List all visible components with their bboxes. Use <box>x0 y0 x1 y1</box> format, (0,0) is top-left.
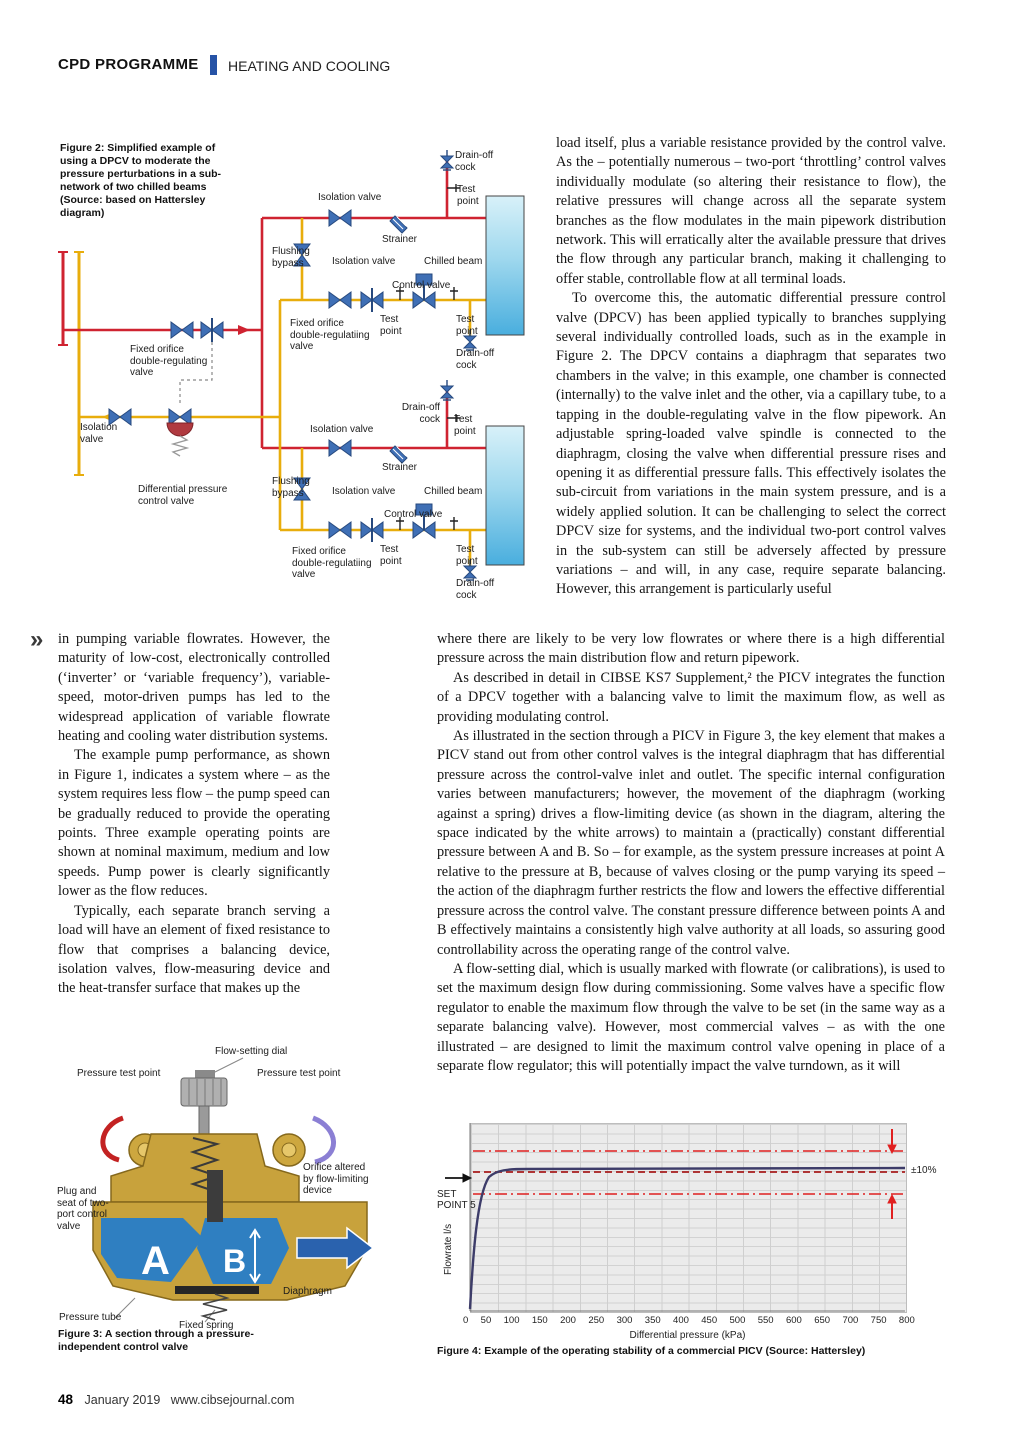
paragraph: To overcome this, the automatic differential pressure control valve (DPCV) has been applied typically to branches supplying several individually controlled loads, such as in the example in Figure 2. The DPCV contains a diaphragm that separates two chambers in the valve; in this example, one chamber is connected (internally) to the valve inlet and the other, via a capillary tube, to a tapping in the double-regulating valve in the flow pipework. An adjustable spring-loaded valve spindle is connected to the diaphragm, closing the valve when differential pressure rises and opening it as differential pressure falls. This effectively isolates the sub-circuit from variations in the main system pressure, and is a widely applied solution. It can be challenging to select the correct DPCV size for systems, and the individual two-port control valves in the sub-system can still be adversely affected by pressure variations – and will, in any case, require separate balancing. However, this arrangement is particularly useful <box>556 290 946 598</box>
fig2-label-strainer-1: Strainer <box>382 234 418 245</box>
issue-date: January 2019 <box>84 1393 161 1407</box>
fig2-label-drain-top-1: Drain-off cock <box>455 150 494 173</box>
left-column <box>58 630 330 999</box>
fig2-label-forv-branch-2: Fixed orifice double-regulatiing valve <box>292 546 372 580</box>
figure3-illustration <box>55 1042 405 1342</box>
valve-spindle <box>207 1170 223 1222</box>
diaphragm-band <box>175 1286 259 1294</box>
section-title: HEATING AND COOLING <box>228 58 391 74</box>
fig3-label-ptp-left: Pressure test point <box>77 1068 161 1079</box>
fig2-label-drain-return-1: Drain-off cock <box>456 348 495 371</box>
paragraph: The example pump performance, as shown in Figure 1, indicates a system where – as the system requires less flow – the pump speed can be gradually reduced to provide the operating points. Three example operating points are shown at nominal maximum, medium and low speeds. Pump power is clearly significantly lower as the flow reduces. <box>58 747 330 900</box>
continuation-marker: » <box>30 626 44 653</box>
tolerance-arrows <box>888 1129 896 1219</box>
paragraph: in pumping variable flowrates. However, the maturity of low-cost, electronically controlled (‘inverter’ or ‘variable frequency’), variable-speed, motor-driven pumps has led to the widespread application of variable flowrate heating and cooling water distribution systems. <box>58 631 330 745</box>
x-tick: 800 <box>898 1315 915 1326</box>
chilled-beam-1 <box>486 196 524 335</box>
fig2-label-iso-return-1: Isolation valve <box>332 256 396 267</box>
x-tick: 0 <box>463 1315 469 1326</box>
port-a-letter: A <box>141 1239 170 1283</box>
paragraph: As illustrated in the section through a PICV in Figure 3, the key element that makes a PICV stand out from other control valves is the integral diaphragm that has differential pressure across the control-valve inlet and outlet. The specific internal configuration varies between manufacturers; however, the movement of the diaphragm (working against a spring) drives a flow-limiting device (as shown in the diagram, altering the space indicated by the white arrows) to maintain a (practically) constant differential pressure between A and B. So – for example, as the system pressure increases at point A relative to the pressure at B, because of valves closing or the pump varying its speed – the action of the diaphragm further restricts the flow and lowers the effective differential pressure across the control valve. The constant pressure difference between points A and B effectively maintains a consistently high valve authority at all loads, so assuring good controllability across the operating range of the control valve. <box>437 728 945 958</box>
port-b-letter: B <box>223 1243 247 1279</box>
journal-url: www.cibsejournal.com <box>170 1393 295 1407</box>
fig3-label-ptp-right: Pressure test point <box>257 1068 341 1079</box>
fig3-label-fixed-spring: Fixed spring <box>179 1320 234 1331</box>
fig3-label-orifice: Orifice altered by flow-limiting device <box>303 1162 369 1196</box>
fig2-label-test-mid-2: Test point <box>380 544 402 567</box>
fig2-label-control-valve-1: Control valve <box>392 280 451 291</box>
x-tick: 450 <box>701 1315 718 1326</box>
right-column <box>556 134 946 600</box>
fig2-label-dpcv: Differential pressure control valve <box>138 484 228 507</box>
x-tick: 600 <box>785 1315 802 1326</box>
fig3-label-flow-setting-dial: Flow-setting dial <box>215 1046 288 1057</box>
page-number: 48 <box>58 1392 74 1407</box>
fig2-label-test-mid-1: Test point <box>380 314 402 337</box>
x-tick: 250 <box>588 1315 605 1326</box>
figure2-diagram <box>50 140 550 635</box>
fig2-label-chilled-beam-2: Chilled beam <box>424 486 483 497</box>
x-tick: 150 <box>531 1315 548 1326</box>
lower-main-column <box>437 630 945 1076</box>
flow-setting-dial <box>181 1070 227 1136</box>
paragraph: As described in detail in CIBSE KS7 Supplement,² the PICV integrates the function of a DPCV together with a balancing valve to limit the maximum flow, as well as providing modulating control. <box>437 669 945 725</box>
fig2-label-drain-top-2: Drain-off cock <box>401 402 440 425</box>
flowrate-curve <box>470 1168 905 1309</box>
x-tick: 700 <box>842 1315 859 1326</box>
fig2-label-chilled-beam-1: Chilled beam <box>424 256 483 267</box>
fig3-label-plug: Plug and seat of two-port control valve <box>57 1186 109 1232</box>
x-axis-ticks <box>463 1315 915 1326</box>
set-point-label: SET POINT 5 <box>437 1189 476 1211</box>
fig2-label-test-top-1: Test point <box>457 184 479 207</box>
figure2-caption: Figure 2: Simplified example of using a DPCV to moderate the pressure perturbations in a sub-network of two chilled beams (Source: based on Hattersley diagram) <box>60 142 222 219</box>
fig2-label-forv-branch-1: Fixed orifice double-regulatiing valve <box>290 318 370 352</box>
fig3-label-pressure-tube: Pressure tube <box>59 1312 122 1323</box>
fig2-label-drain-return-2: Drain-off cock <box>456 578 495 601</box>
fig3-label-diaphragm: Diaphragm <box>283 1286 332 1297</box>
x-tick: 100 <box>503 1315 520 1326</box>
x-tick: 750 <box>870 1315 887 1326</box>
paragraph: Typically, each separate branch serving a load will have an element of fixed resistance to flow that comprises a balancing device, isolation valves, flow-measuring device and the heat-transfer surface that makes up the <box>58 902 330 997</box>
fig2-label-control-valve-2: Control valve <box>384 509 443 520</box>
x-axis-label: Differential pressure (kPa) <box>629 1330 746 1341</box>
x-tick: 650 <box>814 1315 831 1326</box>
paragraph: where there are likely to be very low flowrates or where there is a high differential pressure across the main distribution flow and return pipework. <box>437 631 945 667</box>
fig2-label-strainer-2: Strainer <box>382 462 418 473</box>
paragraph: load itself, plus a variable resistance provided by the control valve. As the – potentially numerous – two-port ‘throttling’ control valves individually modulate (so altering their resistance to flow), the relative pressures will change across all the separate system branches as the flow modulates in the main pipework distribution network. This will erratically alter the available pressure that drives the flow through any particular branch, making it challenging to offer stable, controllable flow at all terminal loads. <box>556 135 946 287</box>
fig2-label-test-beam-2: Test point <box>456 544 478 567</box>
figure4-chart <box>437 1115 960 1365</box>
x-tick: 550 <box>757 1315 774 1326</box>
fig2-label-test-beam-1: Test point <box>456 314 478 337</box>
tolerance-label: ±10% <box>911 1165 937 1176</box>
fig2-label-test-top-2: Test point <box>454 414 476 437</box>
fig2-label-iso-supply-1: Isolation valve <box>318 192 382 203</box>
figure4-caption: Figure 4: Example of the operating stability of a commercial PICV (Source: Hattersley) <box>437 1345 866 1357</box>
figure3-caption: Figure 3: A section through a pressure-independent control valve <box>58 1328 254 1353</box>
x-tick: 400 <box>673 1315 689 1326</box>
flow-direction-arrow <box>238 325 250 335</box>
fig2-label-iso-supply-2: Isolation valve <box>310 424 374 435</box>
fig2-label-forv-main: Fixed orifice double-regulating valve <box>130 344 208 378</box>
x-tick: 200 <box>560 1315 576 1326</box>
x-tick: 500 <box>729 1315 746 1326</box>
x-tick: 50 <box>480 1315 492 1326</box>
x-tick: 350 <box>644 1315 661 1326</box>
page-footer <box>58 1392 294 1407</box>
fig2-label-iso-main: Isolation valve <box>80 422 118 445</box>
x-tick: 300 <box>616 1315 633 1326</box>
paragraph: A flow-setting dial, which is usually marked with flowrate (or calibrations), is used to set the maximum design flow during commissioning. Some valves have a specific flow regulator to enable the maximum flow through the valve to be set (in the same way as a separate balancing valve). However, most commercial valves – as with the one illustrated – are designed to limit the maximum control valve opening in place of a separate flow regulator; this will potentially impact the valve turndown, as it will <box>437 960 945 1074</box>
cpd-programme-kicker: CPD PROGRAMME <box>58 56 199 73</box>
chilled-beam-2 <box>486 426 524 565</box>
fig2-label-flushing-1: Flushing bypass <box>272 246 310 269</box>
y-axis-label: Flowrate l/s <box>443 1223 454 1275</box>
fig2-label-flushing-2: Flushing bypass <box>272 476 310 499</box>
header-accent-bar <box>210 55 217 75</box>
fig2-label-iso-return-2: Isolation valve <box>332 486 396 497</box>
